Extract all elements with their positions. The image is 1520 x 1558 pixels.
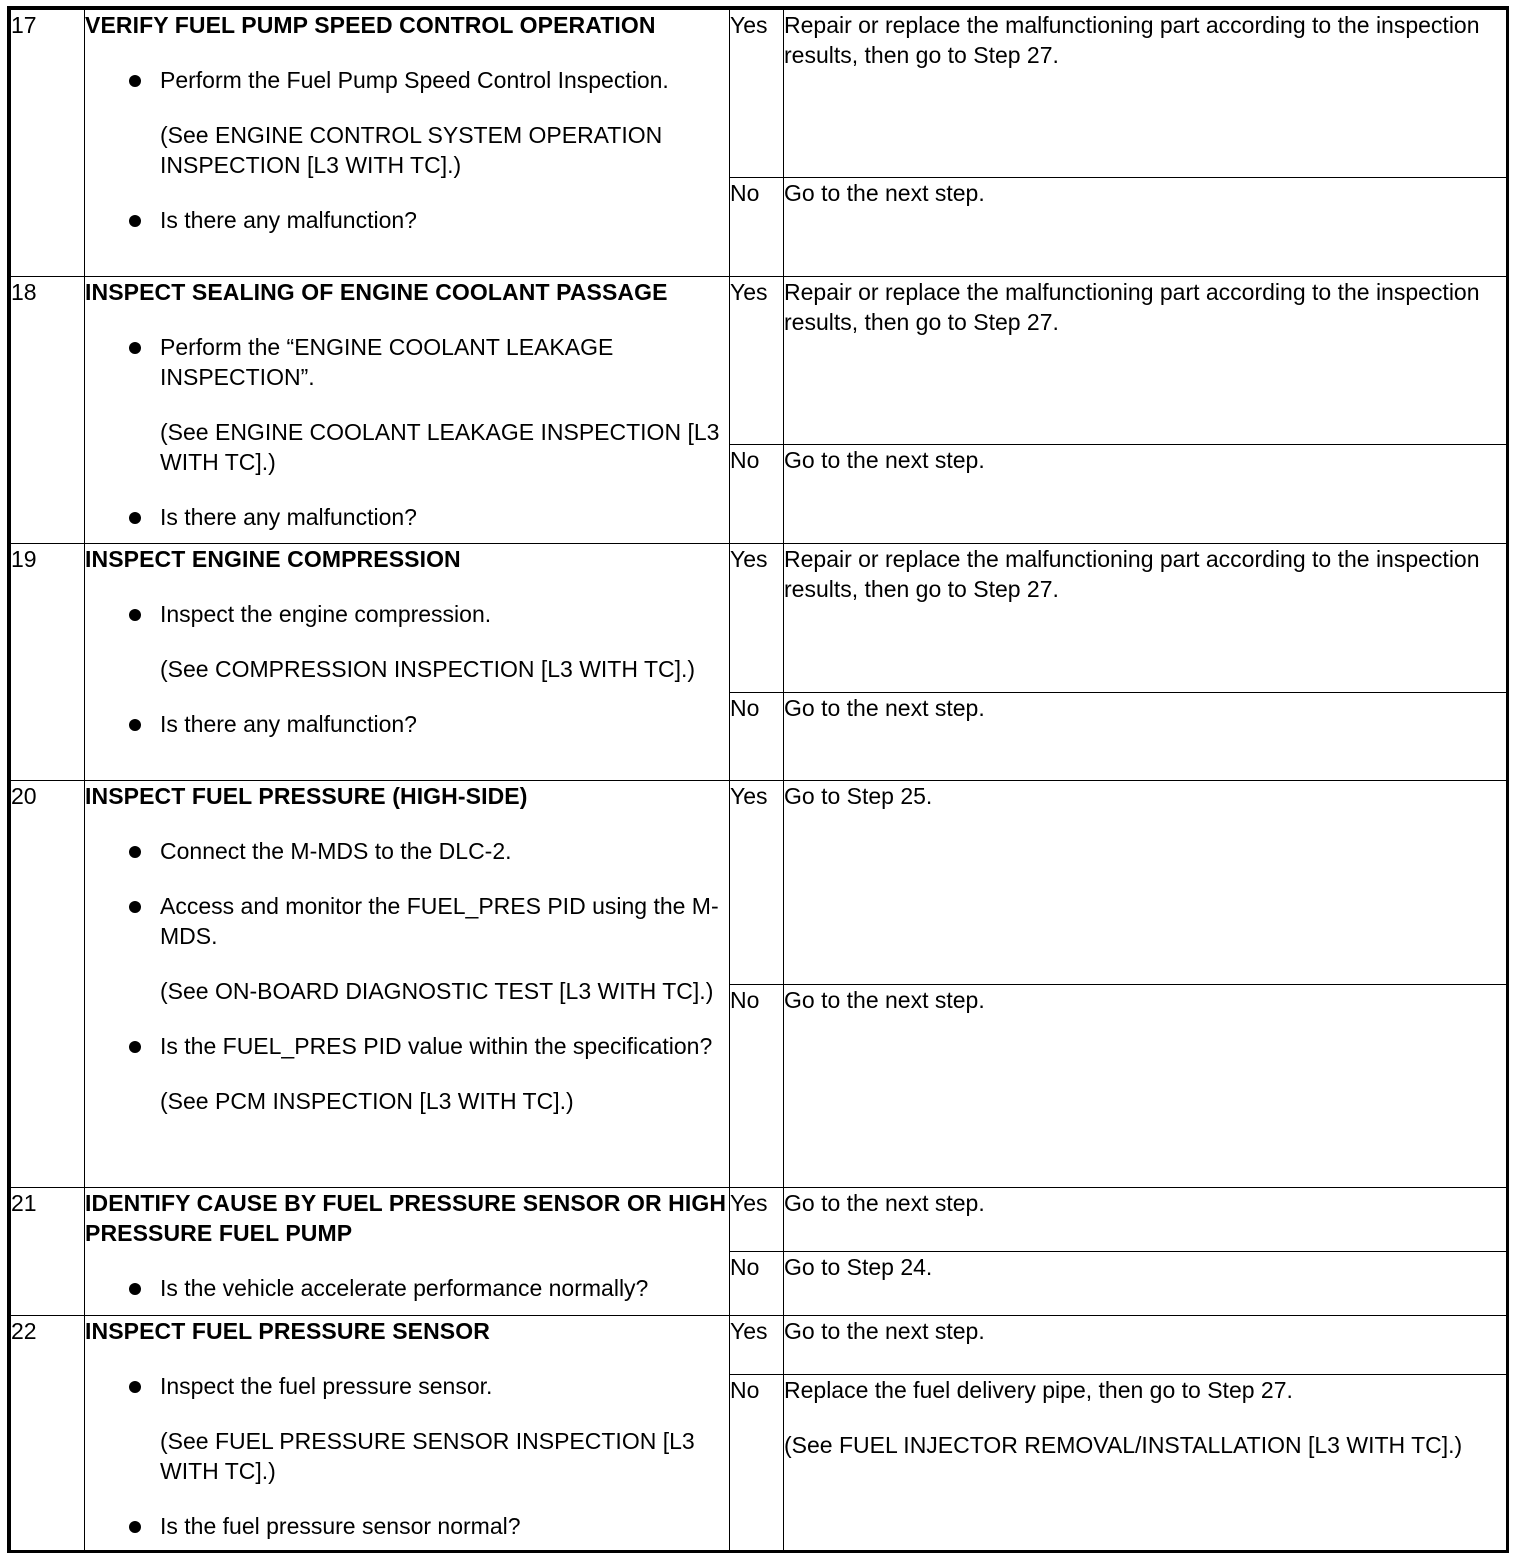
- step-procedure: [85, 10, 730, 277]
- table-row: [11, 544, 1507, 693]
- step-number: 19: [11, 544, 85, 781]
- step-number: 18: [11, 277, 85, 544]
- answer-no: No: [730, 178, 784, 277]
- bullet-item: Is the FUEL_PRES PID value within the specification?: [85, 1031, 729, 1061]
- reference-link[interactable]: (See ENGINE COOLANT LEAKAGE INSPECTION [L3 WITH TC].): [160, 419, 720, 475]
- reference-link[interactable]: (See COMPRESSION INSPECTION [L3 WITH TC].): [160, 656, 696, 682]
- answer-yes: Yes: [730, 277, 784, 445]
- bullet-item: Perform the Fuel Pump Speed Control Inspection.: [85, 65, 729, 95]
- step-procedure: [85, 277, 730, 544]
- table-row: [11, 781, 1507, 985]
- step-title: INSPECT FUEL PRESSURE (HIGH-SIDE): [85, 783, 528, 809]
- bullet-item: Is the vehicle accelerate performance normally?: [85, 1273, 729, 1303]
- bullet-item: Is there any malfunction?: [85, 709, 729, 739]
- step-title: IDENTIFY CAUSE BY FUEL PRESSURE SENSOR OR HIGH PRESSURE FUEL PUMP: [85, 1190, 727, 1246]
- action-no: [784, 1375, 1507, 1551]
- answer-yes: Yes: [730, 544, 784, 693]
- bullet-item: Perform the “ENGINE COOLANT LEAKAGE INSPECTION”.: [85, 332, 729, 392]
- reference-link[interactable]: (See PCM INSPECTION [L3 WITH TC].): [160, 1088, 574, 1114]
- reference-link[interactable]: (See ENGINE CONTROL SYSTEM OPERATION INSPECTION [L3 WITH TC].): [160, 122, 663, 178]
- reference-link[interactable]: (See FUEL PRESSURE SENSOR INSPECTION [L3 WITH TC].): [160, 1428, 695, 1484]
- answer-yes: Yes: [730, 1316, 784, 1375]
- answer-yes: Yes: [730, 1188, 784, 1252]
- step-procedure: [85, 781, 730, 1188]
- answer-yes: Yes: [730, 781, 784, 985]
- table-row: [11, 1316, 1507, 1375]
- answer-no: No: [730, 445, 784, 544]
- table-row: [11, 277, 1507, 445]
- bullet-item: Is there any malfunction?: [85, 205, 729, 235]
- action-yes: Repair or replace the malfunctioning part according to the inspection results, then go to Step 27.: [784, 544, 1507, 693]
- step-number: 22: [11, 1316, 85, 1551]
- answer-no: No: [730, 985, 784, 1188]
- answer-no: No: [730, 693, 784, 781]
- answer-no: No: [730, 1375, 784, 1551]
- bullet-item: Is the fuel pressure sensor normal?: [85, 1511, 729, 1541]
- bullet-item: Inspect the engine compression.: [85, 599, 729, 629]
- action-no-text: Replace the fuel delivery pipe, then go to Step 27.: [784, 1377, 1293, 1403]
- step-procedure: [85, 1316, 730, 1551]
- action-yes: Repair or replace the malfunctioning part according to the inspection results, then go to Step 27.: [784, 277, 1507, 445]
- bullet-item: Connect the M-MDS to the DLC-2.: [85, 836, 729, 866]
- reference-link[interactable]: (See FUEL INJECTOR REMOVAL/INSTALLATION [L3 WITH TC].): [784, 1432, 1463, 1458]
- action-no: Go to the next step.: [784, 985, 1507, 1188]
- action-no: Go to the next step.: [784, 693, 1507, 781]
- step-title: VERIFY FUEL PUMP SPEED CONTROL OPERATION: [85, 12, 656, 38]
- action-no: Go to the next step.: [784, 445, 1507, 544]
- step-title: INSPECT SEALING OF ENGINE COOLANT PASSAGE: [85, 279, 668, 305]
- answer-no: No: [730, 1252, 784, 1316]
- step-title: INSPECT FUEL PRESSURE SENSOR: [85, 1318, 490, 1344]
- action-no: Go to the next step.: [784, 178, 1507, 277]
- action-yes: Go to the next step.: [784, 1188, 1507, 1252]
- action-yes: Go to the next step.: [784, 1316, 1507, 1375]
- bullet-item: Is there any malfunction?: [85, 502, 729, 532]
- diagnostic-procedure-table: [10, 9, 1507, 1551]
- bullet-item: Inspect the fuel pressure sensor.: [85, 1371, 729, 1401]
- answer-yes: Yes: [730, 10, 784, 178]
- step-number: 17: [11, 10, 85, 277]
- action-no: Go to Step 24.: [784, 1252, 1507, 1316]
- action-yes: Repair or replace the malfunctioning part according to the inspection results, then go to Step 27.: [784, 10, 1507, 178]
- table-row: [11, 1188, 1507, 1252]
- step-number: 21: [11, 1188, 85, 1316]
- reference-link[interactable]: (See ON-BOARD DIAGNOSTIC TEST [L3 WITH TC].): [160, 978, 714, 1004]
- bullet-item: Access and monitor the FUEL_PRES PID using the M-MDS.: [85, 891, 729, 951]
- action-yes: Go to Step 25.: [784, 781, 1507, 985]
- step-procedure: [85, 1188, 730, 1316]
- step-procedure: [85, 544, 730, 781]
- step-number: 20: [11, 781, 85, 1188]
- table-row: [11, 10, 1507, 178]
- step-title: INSPECT ENGINE COMPRESSION: [85, 546, 461, 572]
